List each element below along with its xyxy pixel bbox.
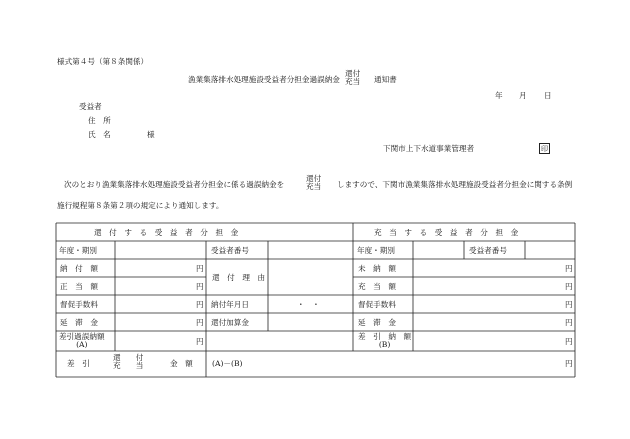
title-suffix: 通知書 [374,75,397,84]
left-late-fee-label: 延 滞 金 [60,318,98,327]
date-day-label: 日 [544,91,552,100]
diff-overpaid-label [59,333,105,349]
diff-paid-yen: 円 [565,337,573,346]
payment-date-label: 納付年月日 [211,300,249,309]
footer-stack-bottom: 充 当 [113,360,144,370]
diff-overpaid-line2: (A) [76,339,88,349]
body-stack-bottom: 充当 [306,181,322,191]
recipient-label: 受益者 [79,102,102,111]
footer-label-left: 差 引 [67,359,90,368]
left-demand-fee-yen: 円 [196,300,204,309]
date-year-label: 年 [495,91,503,100]
footer-stack-top: 還 付 [113,353,144,362]
appropriation-section-header: 充 当 す る 受 益 者 分 担 金 [374,228,519,237]
proper-amount-yen: 円 [196,282,204,291]
right-beneficiary-number-label: 受益者番号 [469,246,507,255]
body-stack-top: 還付 [306,174,322,183]
title-stack-top: 還付 [345,69,361,78]
refund-section-header: 還 付 す る 受 益 者 分 担 金 [94,228,239,237]
title-stack-bottom: 充当 [345,76,361,86]
seal-mark: 印 [541,144,548,153]
diff-paid-line2: (B) [378,339,391,349]
left-demand-fee-label: 督促手数料 [60,300,98,309]
right-late-fee-yen: 円 [565,318,573,327]
diff-paid-label [358,333,411,349]
diff-overpaid-line1: 差引過誤納額 [59,332,105,341]
address-label: 住 所 [88,116,111,125]
issuer-name: 下関市上下水道事業管理者 [383,144,475,153]
form-number: 様式第４号（第８条関係） [57,57,149,66]
body-line2: 施行規程第８条第２項の規定により通知します。 [57,201,224,210]
date-month-label: 月 [519,91,527,100]
right-demand-fee-label: 督促手数料 [358,300,396,309]
appropriation-amount-yen: 円 [565,282,573,291]
left-beneficiary-number-label: 受益者番号 [211,246,249,255]
diff-paid-line1: 差 引 納 額 [358,332,412,341]
footer-yen: 円 [565,359,573,368]
name-label: 氏 名 [88,130,111,139]
refund-surcharge-label: 還付加算金 [211,318,249,327]
right-year-period-label: 年度・期別 [357,246,395,255]
payment-date-dots: ・ ・ [297,300,320,309]
footer-formula: (A)－(B) [212,359,243,368]
footer-refund-appropriation-stack [113,354,143,370]
footer-label-right: 金 額 [170,359,193,368]
body-line1-prefix: 次のとおり漁業集落排水処理施設受益者分担金に係る過誤納金を [64,180,285,189]
body-line1-suffix: しますので、下関市漁業集落排水処理施設受益者分担金に関する条例 [337,180,573,189]
paid-amount-yen: 円 [196,264,204,273]
title-prefix: 漁業集落排水処理施設受益者分担金過誤納金 [188,75,340,84]
left-year-period-label: 年度・期別 [59,246,97,255]
right-late-fee-label: 延 滞 金 [358,318,396,327]
right-demand-fee-yen: 円 [565,300,573,309]
refund-reason-label: 還 付 理 由 [212,273,266,282]
left-late-fee-yen: 円 [196,318,204,327]
diff-overpaid-yen: 円 [196,337,204,346]
proper-amount-label: 正 当 額 [60,282,98,291]
unpaid-amount-label: 未 納 額 [358,264,396,273]
paid-amount-label: 納 付 額 [60,264,98,273]
honorific: 様 [147,130,155,139]
unpaid-amount-yen: 円 [565,264,573,273]
appropriation-amount-label: 充 当 額 [358,282,396,291]
